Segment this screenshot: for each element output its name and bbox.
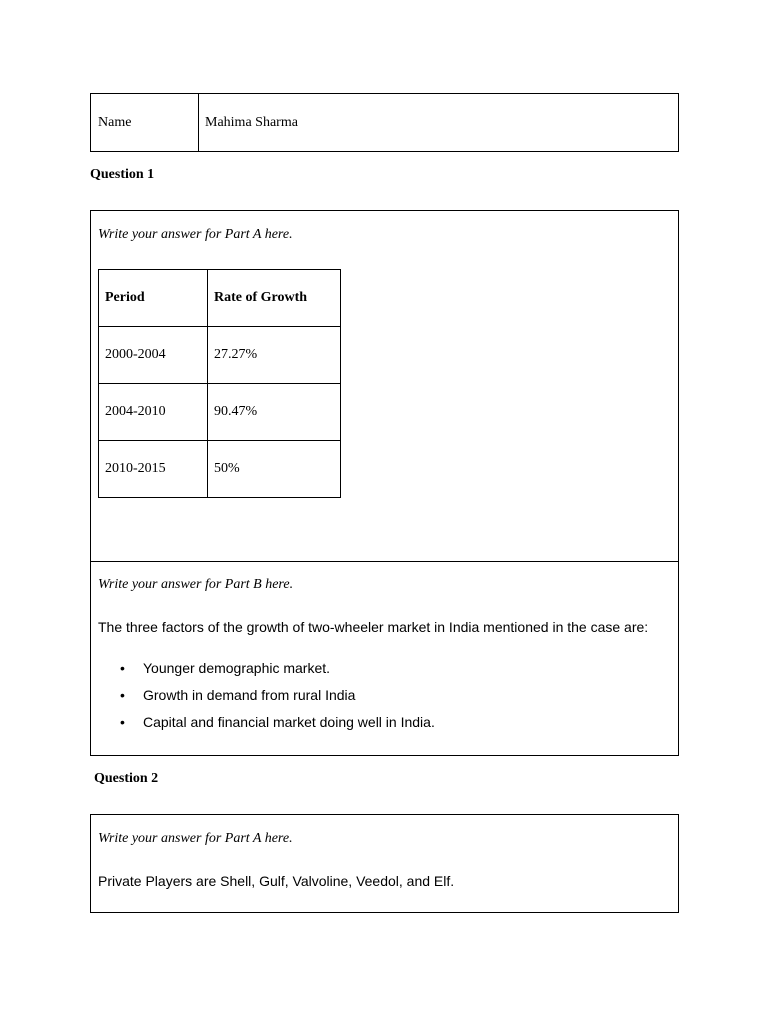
- question-2-answer-box: [90, 814, 679, 913]
- bullet-icon: •: [120, 660, 125, 676]
- table-header-row: [99, 270, 341, 327]
- table-cell: 50%: [208, 441, 341, 498]
- list-item-text: Growth in demand from rural India: [143, 687, 356, 703]
- table-cell: 2000-2004: [99, 327, 208, 384]
- table-row: [99, 327, 341, 384]
- list-item-text: Capital and financial market doing well in India.: [143, 714, 435, 730]
- growth-rate-table: [98, 269, 341, 498]
- table-cell: 90.47%: [208, 384, 341, 441]
- part-b-intro-text: The three factors of the growth of two-wheeler market in India mentioned in the case are:: [98, 619, 649, 635]
- table-row: [99, 441, 341, 498]
- table-cell: 27.27%: [208, 327, 341, 384]
- part-b-prompt: Write your answer for Part B here.: [98, 577, 294, 592]
- list-item: [98, 659, 435, 686]
- list-item: [98, 686, 435, 713]
- bullet-icon: •: [120, 687, 125, 703]
- name-label: Name: [91, 94, 199, 151]
- table-row: [99, 384, 341, 441]
- part-a-prompt: Write your answer for Part A here.: [98, 831, 293, 846]
- bullet-icon: •: [120, 714, 125, 730]
- table-header-cell: Rate of Growth: [208, 270, 341, 327]
- question-1-answer-box: [90, 210, 679, 756]
- part-a-prompt: Write your answer for Part A here.: [98, 227, 293, 242]
- table-cell: 2010-2015: [99, 441, 208, 498]
- growth-factors-list: [98, 659, 435, 740]
- list-item-text: Younger demographic market.: [143, 660, 331, 676]
- name-table: [90, 93, 679, 152]
- table-cell: 2004-2010: [99, 384, 208, 441]
- question-1-heading: Question 1: [90, 167, 155, 182]
- list-item: [98, 713, 435, 740]
- question-2-heading: Question 2: [94, 771, 159, 786]
- part-a-answer-text: Private Players are Shell, Gulf, Valvoline, Veedol, and Elf.: [98, 873, 455, 889]
- table-header-cell: Period: [99, 270, 208, 327]
- part-divider: [91, 561, 678, 562]
- name-value: Mahima Sharma: [205, 115, 298, 130]
